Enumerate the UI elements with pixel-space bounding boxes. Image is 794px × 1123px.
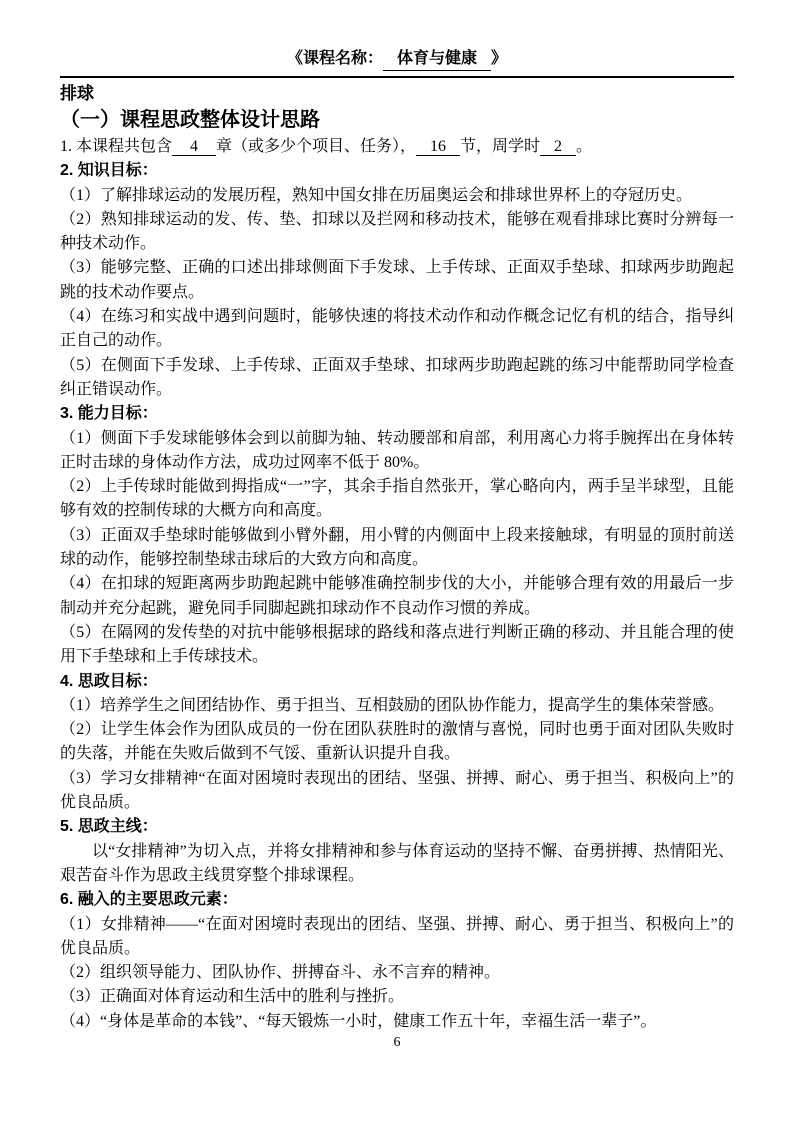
paragraph: （4）在练习和实战中遇到问题时，能够快速的将技术动作和动作概念记忆有机的结合，指导纠正自己的动作。 bbox=[60, 308, 734, 350]
course-overview-line bbox=[60, 135, 734, 159]
paragraph: （1）了解排球运动的发展历程，熟知中国女排在历届奥运会和排球世界杯上的夺冠历史。 bbox=[60, 186, 693, 204]
course-name-underlined: 体育与健康 bbox=[383, 48, 491, 71]
main-heading: （一）课程思政整体设计思路 bbox=[60, 109, 320, 131]
paragraph: 以“女排精神”为切入点，并将女排精神和参与体育运动的坚持不懈、奋勇拼搏、热情阳光、艰苦奋斗作为思政主线贯穿整个排球课程。 bbox=[60, 842, 734, 884]
header-suffix: 》 bbox=[491, 50, 508, 67]
section-heading: 4. 思政目标： bbox=[60, 672, 158, 690]
paragraph: （3）能够完整、正确的口述出排球侧面下手发球、上手传球、正面双手垫球、扣球两步助跑起跳的技术动作要点。 bbox=[60, 259, 734, 301]
document-title: 排球 bbox=[60, 84, 94, 103]
blank-weekly-hours: 2 bbox=[540, 138, 576, 156]
document-body bbox=[60, 82, 734, 1034]
paragraph: （2）让学生体会作为团队成员的一份在团队获胜时的激情与喜悦，同时也勇于面对团队失败时的失落，并能在失败后做到不气馁、重新认识提升自我。 bbox=[60, 721, 734, 763]
section-heading: 2. 知识目标： bbox=[60, 162, 158, 180]
paragraph: （2）上手传球时能做到拇指成“一”字，其余手指自然张开，掌心略向内，两手呈半球型，且能够有效的控制传球的大概方向和高度。 bbox=[60, 478, 734, 520]
paragraph: （5）在侧面下手发球、上手传球、正面双手垫球、扣球两步助跑起跳的练习中能帮助同学检查纠正错误动作。 bbox=[60, 356, 734, 398]
paragraph: （3）学习女排精神“在面对困境时表现出的团结、坚强、拼搏、耐心、勇于担当、积极向上”的优良品质。 bbox=[60, 769, 734, 812]
section-heading: 3. 能力目标： bbox=[60, 405, 158, 423]
paragraph: （3）正确面对体育运动和生活中的胜利与挫折。 bbox=[60, 988, 405, 1006]
paragraph: （2）熟知排球运动的发、传、垫、扣球以及拦网和移动技术，能够在观看排球比赛时分辨每一种技术动作。 bbox=[60, 210, 734, 253]
paragraph: （4）“身体是革命的本钱”、“每天锻炼一小时，健康工作五十年，幸福生活一辈子”。 bbox=[60, 1012, 657, 1030]
intro-part4: 。 bbox=[576, 138, 593, 155]
paragraph: （5）在隔网的发传垫的对抗中能够根据球的路线和落点进行判断正确的移动、并且能合理的使用下手垫球和上手传球技术。 bbox=[60, 623, 734, 666]
sections bbox=[60, 159, 734, 1034]
page-number: 6 bbox=[393, 1035, 401, 1050]
intro-part1: 1. 本课程共包含 bbox=[60, 138, 173, 155]
section-heading: 6. 融入的主要思政元素： bbox=[60, 891, 238, 909]
intro-part2: 章（或多少个项目、任务）， bbox=[216, 138, 417, 155]
paragraph: （4）在扣球的短距离两步助跑起跳中能够准确控制步伐的大小，并能够合理有效的用最后一步制动并充分起跳，避免同手同脚起跳扣球动作不良动作习惯的养成。 bbox=[60, 575, 734, 617]
paragraph: （1）培养学生之间团结协作、勇于担当、互相鼓励的团队协作能力，提高学生的集体荣誉感。 bbox=[60, 696, 725, 714]
paragraph: （3）正面双手垫球时能够做到小臂外翻，用小臂的内侧面中上段来接触球，有明显的顶肘前送球的动作，能够控制垫球击球后的大致方向和高度。 bbox=[60, 526, 734, 569]
paragraph: （2）组织领导能力、团队协作、拼搏奋斗、永不言弃的精神。 bbox=[60, 964, 501, 982]
blank-chapter-count: 4 bbox=[172, 138, 216, 156]
header-prefix: 《课程名称： bbox=[286, 50, 383, 67]
paragraph: （1）女排精神——“在面对困境时表现出的团结、坚强、拼搏、耐心、勇于担当、积极向上”的优良品质。 bbox=[60, 915, 734, 957]
blank-lesson-count: 16 bbox=[416, 138, 460, 156]
intro-part3: 节，周学时 bbox=[460, 138, 541, 155]
page-header bbox=[60, 48, 734, 78]
section-heading: 5. 思政主线： bbox=[60, 818, 158, 836]
paragraph: （1）侧面下手发球能够体会到以前脚为轴、转动腰部和肩部，利用离心力将手腕挥出在身体转正时击球的身体动作方法，成功过网率不低于 80%。 bbox=[60, 429, 734, 471]
